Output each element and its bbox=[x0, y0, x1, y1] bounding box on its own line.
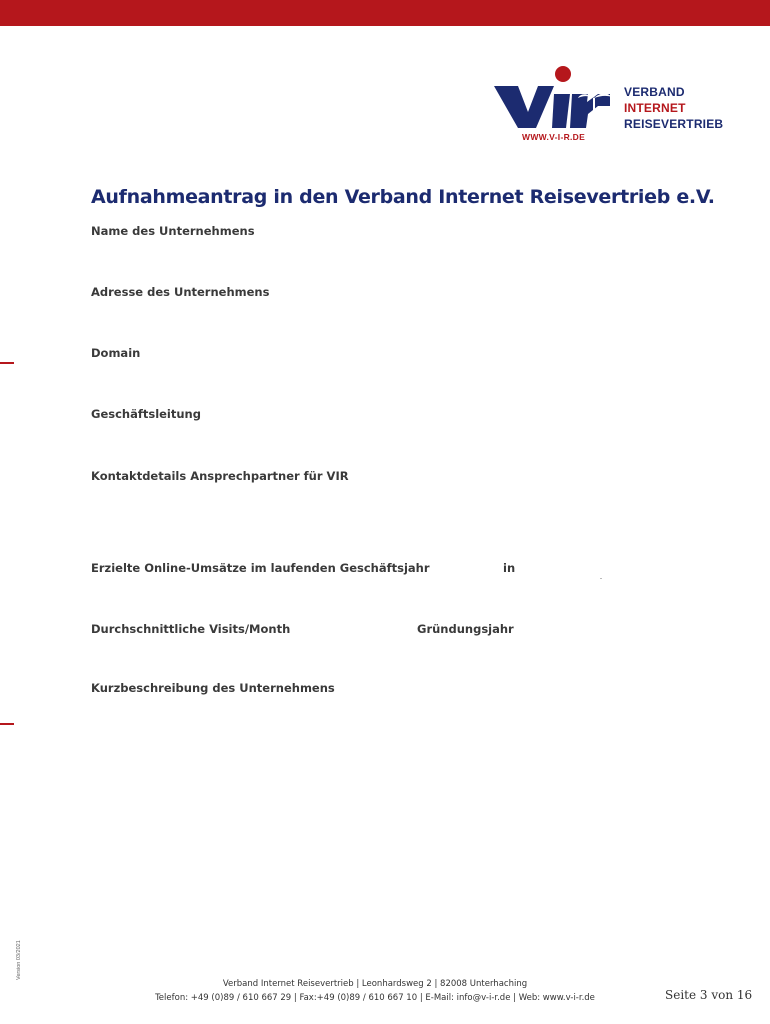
label-management: Geschäftsleitung bbox=[91, 407, 201, 421]
label-founding-year: Gründungsjahr bbox=[417, 622, 514, 636]
label-company-address: Adresse des Unternehmens bbox=[91, 285, 270, 299]
faint-mark bbox=[600, 578, 602, 579]
footer-line-2: Telefon: +49 (0)89 / 610 667 29 | Fax:+49 (0)89 / 610 667 10 | E-Mail: info@v-i-r.de | Web: www.v-i-r.de bbox=[155, 993, 595, 1003]
label-company-name: Name des Unternehmens bbox=[91, 224, 255, 238]
fold-mark-bottom bbox=[0, 723, 14, 725]
label-revenue-in: in bbox=[503, 561, 516, 575]
label-revenue: Erzielte Online-Umsätze im laufenden Geschäftsjahr bbox=[91, 561, 430, 575]
label-visits: Durchschnittliche Visits/Month bbox=[91, 622, 291, 636]
logo-url: WWW.V-I-R.DE bbox=[522, 132, 586, 142]
label-domain: Domain bbox=[91, 346, 141, 360]
logo-line-reisevertrieb: REISEVERTRIEB bbox=[624, 117, 724, 131]
logo-wordmark bbox=[624, 84, 723, 132]
top-red-bar bbox=[0, 0, 770, 26]
fold-mark-top bbox=[0, 362, 14, 364]
footer-line-1: Verband Internet Reisevertrieb | Leonhardsweg 2 | 82008 Unterhaching bbox=[222, 979, 528, 989]
vir-logo bbox=[494, 64, 724, 148]
logo-line-internet: INTERNET bbox=[624, 101, 686, 115]
vir-logo-mark-icon bbox=[494, 64, 618, 134]
version-note: Version 03/2021 bbox=[16, 940, 22, 980]
label-description: Kurzbeschreibung des Unternehmens bbox=[91, 681, 335, 695]
page-number: Seite 3 von 16 bbox=[665, 988, 753, 1002]
logo-line-verband: VERBAND bbox=[624, 85, 685, 99]
footer-address bbox=[140, 977, 610, 1005]
page-title: Aufnahmeantrag in den Verband Internet Reisevertrieb e.V. bbox=[91, 186, 715, 208]
label-contact-details: Kontaktdetails Ansprechpartner für VIR bbox=[91, 469, 349, 483]
